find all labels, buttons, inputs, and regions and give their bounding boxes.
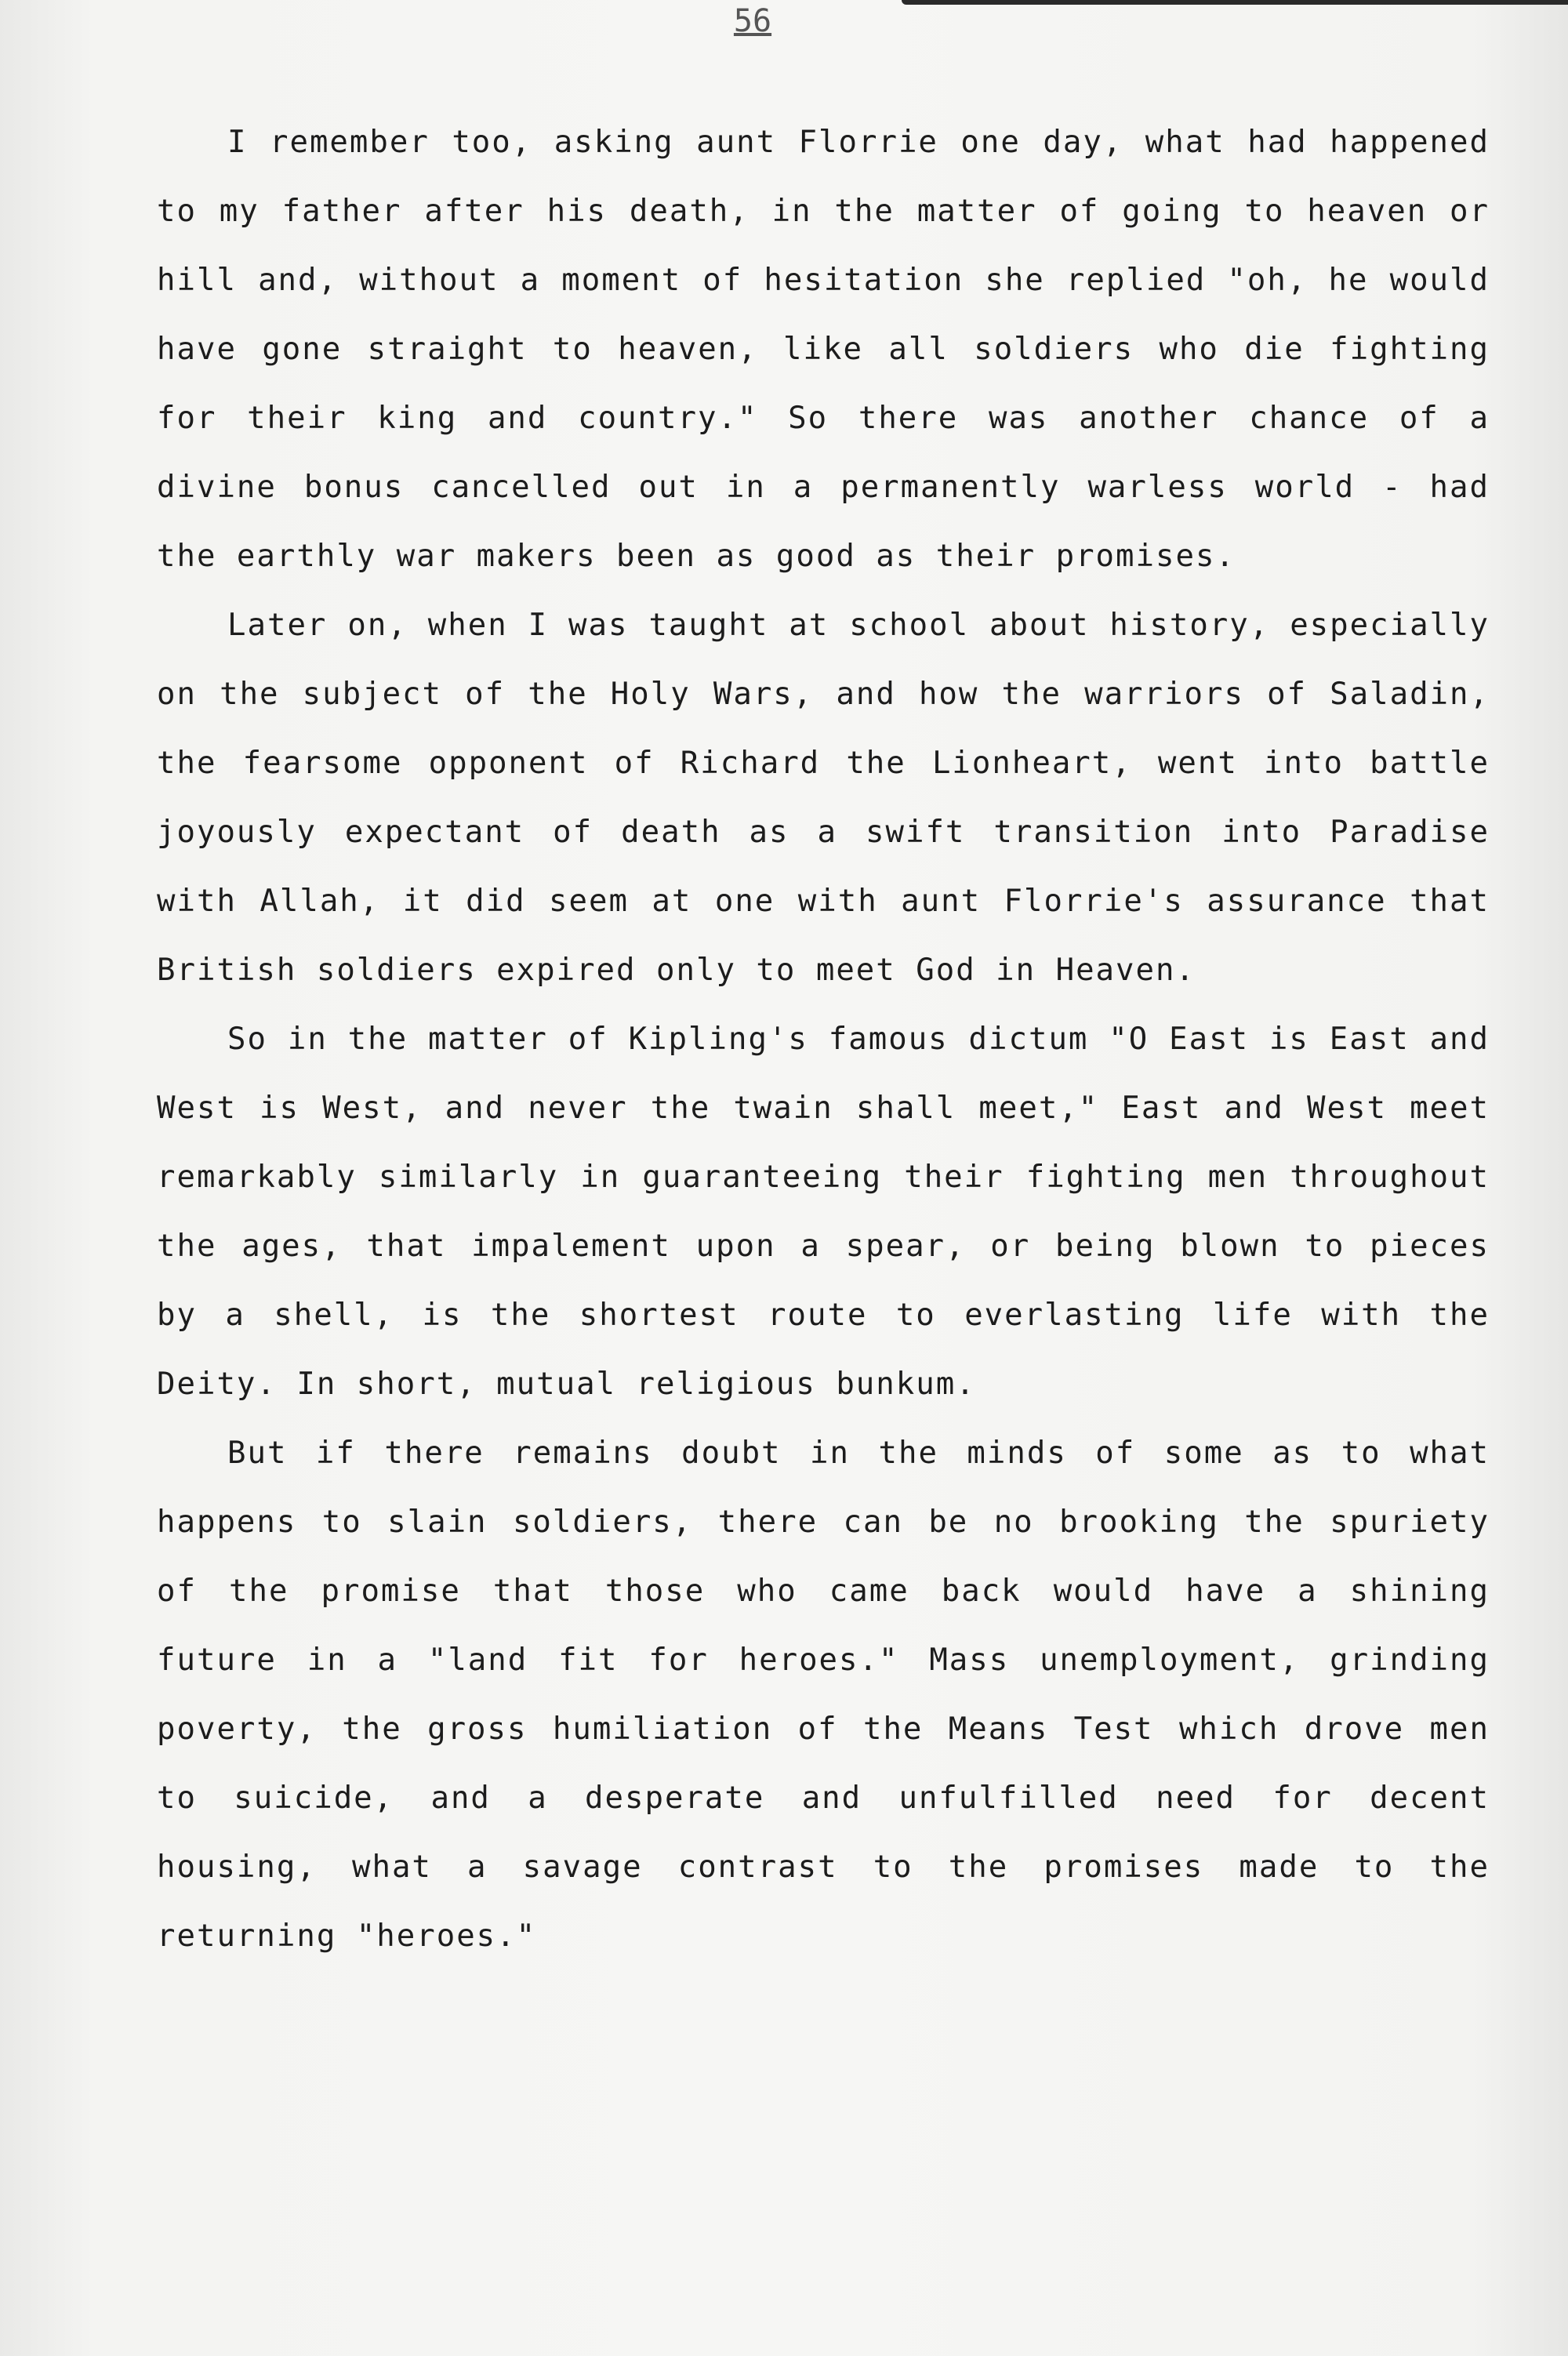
paragraph-3: So in the matter of Kipling's famous dictum "O East is East and West is West, and never the twain shall meet," East and West meet remarkably similarly in guaranteeing their fighting men throughout the ages, that impalement upon a spear, or being blown to pieces by a shell, is the shortest route to everlasting life with the Deity. In short, mutual religious bunkum. — [157, 1022, 1490, 1402]
page-number: 56 — [733, 3, 772, 39]
paragraph-2: Later on, when I was taught at school about history, especially on the subject of the Holy Wars, and how the warriors of Saladin, the fearsome opponent of Richard the Lionheart, went into battle joyously expectant of death as a swift transition into Paradise with Allah, it did seem at one with aunt Florrie's assurance that British soldiers expired only to meet God in Heaven. — [157, 608, 1490, 988]
page-edge-shadow — [902, 0, 1568, 5]
paragraph-4: But if there remains doubt in the minds of some as to what happens to slain soldiers, there can be no brooking the spuriety of the promise that those who came back would have a shining future in a "land fit for heroes." Mass unemployment, grinding poverty, the gross humiliation of the Means Test which drove men to suicide, and a desperate and unfulfilled need for decent housing, what a savage contrast to the promises made to the returning "heroes." — [157, 1436, 1490, 1954]
body-text — [157, 108, 1490, 1971]
paragraph-1: I remember too, asking aunt Florrie one day, what had happened to my father after his death, in the matter of going to heaven or hill and, without a moment of hesitation she replied "oh, he would have gone straight to heaven, like all soldiers who die fighting for their king and country." So there was another chance of a divine bonus cancelled out in a permanently warless world - had the earthly war makers been as good as their promises. — [157, 125, 1490, 574]
